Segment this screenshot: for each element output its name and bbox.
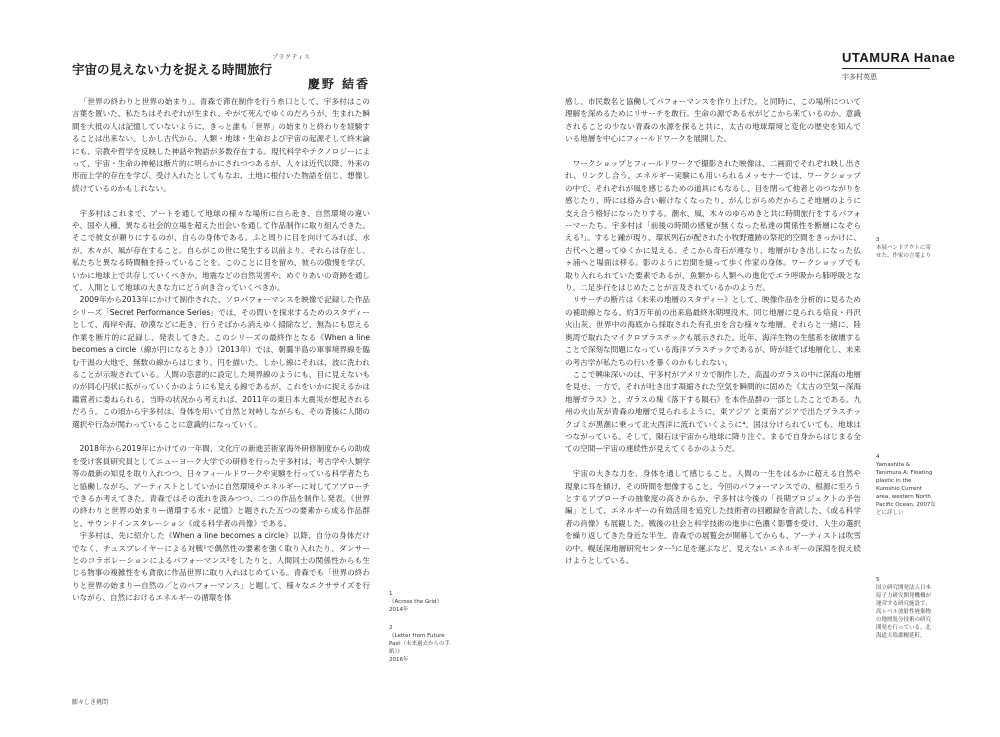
paragraph: 2009年から2013年にかけて制作された、ソロパフォーマンスを映像で記録した作品シリーズ「Secret Performance Series」では、その問いを探求するためのスタディーとして、海岸や海、砂漠などに赴き、行うそばから消えゆく掃除など、無為にも思える作業を断片的に記録し、発表してきた。このシリーズの最終作となる《When a line becomes a circle（線が円になるとき）》（2013年）では、朝靄半島の軍事境界線を臨む干潟の大地で、無数の線からはじまり、円を描いた。しかし線にそれは、波に洗われることが示唆されている。人間の恣意的に設定した境界線のようにも、目に見えないものが同心円状に拡がっていくかのようにも見える線であるが、これをいかに捉えるかは鑑賞者に委ねられる。当時の状況から考えれば、2011年の東日本大震災が想起されるだろう。この頃から宇多村は、身体を用いて自然と対峙しながらも、その背後に人間の選択や行為が関わっていることに意識的になっていく。	[72, 295, 370, 429]
article-author: 慶野 結香	[307, 77, 370, 91]
footnote-1: 1 《Across the Grid》 2014年	[389, 591, 442, 613]
left-column	[72, 96, 370, 617]
footnote-5: 5 国立研究開発法人日本原子力研究開発機構が運営する研究施設で、高レベル放射性廃棄物の地層処分技術の研究開発を行っている。北海道天塩郡幌延町。	[876, 577, 932, 639]
paragraph: リサーチの断片は《未来の地層のスタディー》として、映像作品を分析的に見るための補助線となる。約3万年前の出来島最終氷期埋没木、同じ地層に見られる焙良・丹沢火山灰、世界中の海底から採取された有孔虫を含む様々な地層。それらと一緒に、陸奥湾で取れたマイクロプラスチックも展示された。近年、海洋生物の生態系を破壊することで深刻な問題になっている海洋プラスチックであるが、時が経てば地層化し、未来の考古学が私たちの行いを暴くのかもしれない。	[565, 295, 861, 367]
paragraph: 宇多村は、先に紹介した《When a line becomes a circle》以降、自分の身体だけでなく、チュスプレイヤーによる対戦¹で偶然性の要素を強く取り入れたり、ダンサーとのコラボレーションによるパフォーマンス²をしたりと、人間同士の関係性からも生じる物事の複雑性をも貪欲に作品世界に取り入れはじめている。青森でも「世界の終わりと世界の始まり—自然の／とのパフォーマンス」と題して、様々なエクササイズを行いながら、自然におけるエネルギーの循環を体	[72, 531, 370, 603]
footnote-2: 2 《Letter from Future Past（未来過去からの手紙）》 2016年	[389, 625, 450, 663]
artist-name-en: UTAMURA Hanae	[842, 50, 930, 69]
artist-name-ja: 宇多村英恵	[842, 73, 877, 81]
article-title: 宇宙の見えない力を捉える時間旅行	[72, 62, 273, 77]
artist-header	[842, 50, 956, 82]
footnote-4: 4 Yamashita & Tanimura A: Floating plastic in the Kuroshio Current area, western North Pacific Ocean, 2007などに詳しい	[876, 454, 936, 516]
footnotes-left	[389, 590, 451, 674]
paragraph: ワークショップとフィールドワークで撮影された映像は、二画面でそれぞれ映し出され、リンクし合う。エネルギー実験にも用いられるメッセナーでは、ワークショップの中で、それぞれが風を感じるための道具にもなるし、目を閉って他者とのつながりを感じたり、時には絡み合い解けなくなったり、がんじがらめだからこそ地層のように支え合う格好になったりする。潮水、風、木々のゆらめきと共に時間旅行をするパフォーマーたち。宇多村は「前後の時間の感覚が無くなった私達の関係性を断層になぞらえる³」。すると鍾が現り、環状列石が配された小牧野遺跡の祭祀的空間をきっかけに、古代へと遡ってゆくかに見える。そこから奇石が連なり、地層がむき出しになった仏ヶ浦へと場面は移る。影のように岩間を縫って歩く作家の身体。ワークショップでも取り入れられていた要素であるが、魚類から人類への進化でエラ呼吸から肺呼吸となり、二足歩行をはじめたことが言及されているかのようだ。	[565, 159, 861, 293]
title-ruby: プラクティス	[272, 54, 311, 61]
paragraph: ここで興味深いのは、宇多村がアメリカで制作した、高温のガラスの中に深海の地層を見せ、一方で、それが吐き出す凝縮された空気を瞬間的に固めた《太古の空気—深海地層ガラス》と、ガラスの塊《落下する隕石》を本作品群の一部としたことである。九州の火山灰が青森の地層で見られるように、東アジア と東南アジアで出たプラスチックゴミが黒潮に乗って北大西洋に流れていくように⁴、国は分けられていても、地球はつながっている。そして、隕石は宇宙から地球に降り注ぐ。まるで自身からはじまる全ての空間—宇宙の連続性が見えてくるかのようだ。	[565, 369, 861, 454]
paragraph: 感し、市民数名と協働してパフォーマンスを作り上げた。と同時に、この場所について理解を深めるためにリサーチを敢行。生命の源である水がどこから来ているのか。意識されることの少ない青森の水源を探ると共に、太古の地球環境と変化の歴史を知んでいる地層を中心にフィールドワークを展開した。	[565, 97, 861, 144]
paragraph: 宇多村はこれまで、アートを通して地球の様々な場所に自ら赴き、自然環境の違いや、国や人種、異なる社会的立場を超えた出会いを通して作品制作に取り組んできた。そこで彼女が頼りにするのが、自らの身体である。ふと周りに目を向けてみれば、水が、木々が、風が存在すること。自らがこの世に発生する以前より、それらは存在し、私たちと異なる時間軸を持っていることを。このことに目を留め、彼らの傲慢を学び、いかに地球上で共存していくべきか。地震などの自然災害や、めぐりあいの奇跡を通して、人間として地球の大きな力にどう向き合っていくべきか。	[72, 208, 370, 293]
paragraph: 「世界の終わりと世界の始まり」。青森で滞在制作を行う糸口として、宇多村はこの言葉を置いた。私たちはそれぞれが生まれ、やがて死んでゆくのだろうが、生まれた瞬間を大抵の人は記憶していないように、きっと誰も「世界」の始まりと終わりを経験することは出来ない。しかし古代から、人類・地球・生命および宇宙の起源そして終末論にも、宗教や哲学を反映した神話や物語が多数存在する。現代科学やテクノロジーによって、宇宙・生命の神秘は断片的に明らかにされつつあるが、人々は近代以降、外来の形而上学的存在を学び、受け入れたとしてもなお、土地に根付いた物語を信じ、想像し続けているのかもしれない。	[72, 97, 370, 193]
paragraph: 2018年から2019年にかけての一年間、文化庁の新進芸術家海外研修制度からの助成を受け客員研究員としてニューヨーク大学での研修を行った宇多村は、考古学や人類学等の最新の知見を取り入れつつ、日々フィールドワークや実験を行っている科学者たちと協働しながら、アーティストとしていかに自然環境やエネルギーに対してアプローチできるか考えてきた。青森ではその流れを汲みつつ、二つの作品を制作し発表。《世界の終わりと世界の始まり—循環する水・記憶》と題された五つの要素から成る作品群と、サウンドインスタレーション《或る科学者の肖像》である。	[72, 444, 370, 528]
paragraph: 宇宙の大きな力を、身体を通して感じること。人間の一生をはるかに超える自然や現象に耳を傾け、その時間を想像すること。今回のパフォーマンスでの、根源に至ろうとするアプローチの抽象度の高さからか、宇多村は今後の「長期プロジェクトの予告編」として、エネルギーの有効活用を追究した技術者の回顧録を音読した、《或る科学者の肖像》も展観した。戦後の社会と科学技術の進歩に色濃く影響を受け、人生の選択を繰り返してきた身近な半生。青森での展覧会が開幕してからも、アーティストは吹雪の中、幌延深地層研究センター⁵に足を運ぶなど、見えない エネルギーの深淵を捉え続けようとしている。	[565, 469, 861, 565]
footnote-3: 3 本展ハンドアウトに寄せた、作家の言葉より	[876, 237, 932, 259]
right-column	[565, 96, 861, 580]
running-footer: 膨々しき挑問	[72, 699, 109, 706]
